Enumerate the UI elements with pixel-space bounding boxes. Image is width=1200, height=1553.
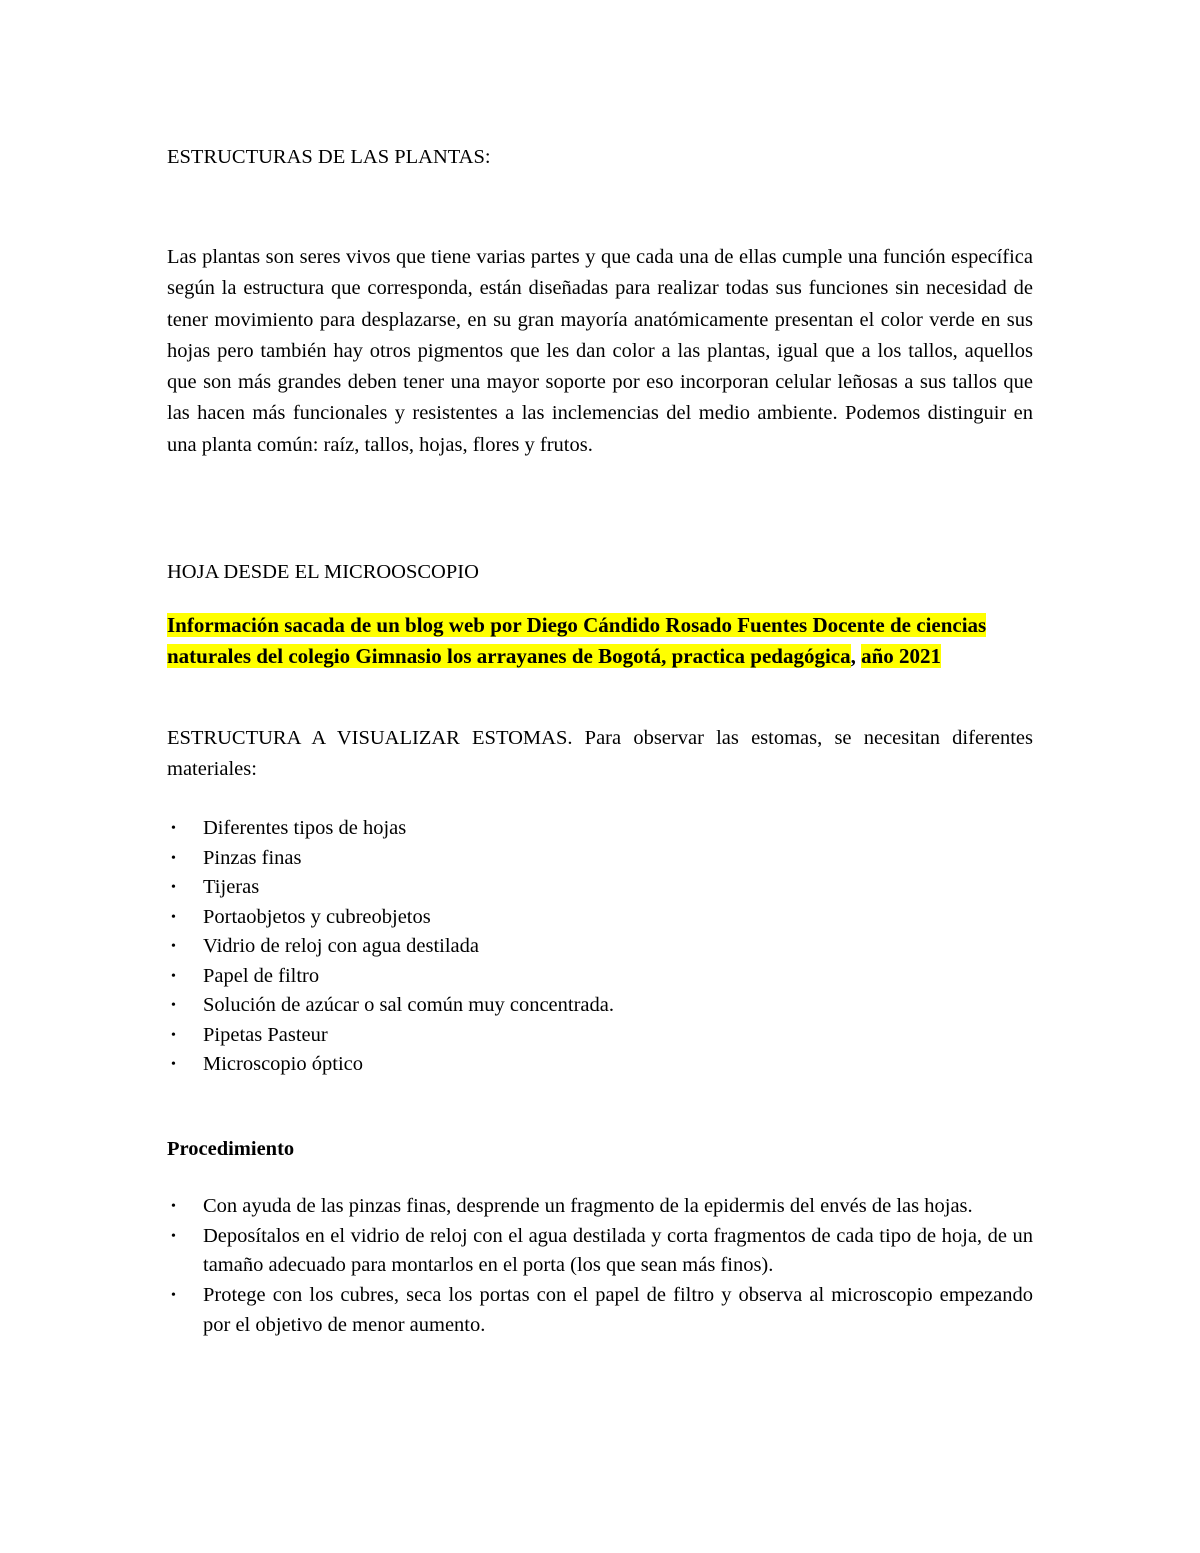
list-item (167, 903, 1033, 933)
list-item (167, 844, 1033, 874)
list-item (167, 1192, 1033, 1222)
procedure-heading: Procedimiento (167, 1138, 295, 1160)
list-item (167, 814, 1033, 844)
materials-list (167, 814, 1033, 1080)
list-item (167, 991, 1033, 1021)
source-note (167, 610, 1033, 672)
bullet-icon: • (171, 939, 176, 954)
section-subtitle: HOJA DESDE EL MICROOSCOPIO (167, 561, 479, 583)
source-note-comma: , (850, 644, 856, 668)
bullet-icon: • (171, 1228, 176, 1244)
material-item-text: Papel de filtro (203, 964, 320, 987)
structure-lead: ESTRUCTURA A VISUALIZAR ESTOMAS. (167, 727, 573, 749)
material-item-text: Tijeras (203, 876, 260, 898)
material-item-text: Microscopio óptico (203, 1053, 363, 1075)
bullet-icon: • (171, 998, 176, 1013)
bullet-icon: • (171, 1057, 176, 1072)
procedure-step-text: Deposítalos en el vidrio de reloj con el agua destilada y corta fragmentos de cada tipo de hoja, de un tamaño adecuado para montarlos en el porta (los que sean más finos). (203, 1224, 1033, 1277)
list-item (167, 1050, 1033, 1080)
bullet-icon: • (171, 968, 176, 984)
material-item-text: Pipetas Pasteur (203, 1023, 328, 1046)
material-item-text: Portaobjetos y cubreobjetos (203, 905, 431, 928)
bullet-icon: • (171, 1199, 176, 1214)
material-item-text: Pinzas finas (203, 846, 302, 869)
bullet-icon: • (171, 850, 176, 866)
material-item-text: Solución de azúcar o sal común muy concentrada. (203, 994, 614, 1016)
bullet-icon: • (171, 1027, 176, 1043)
document-title: ESTRUCTURAS DE LAS PLANTAS: (167, 146, 491, 168)
structure-paragraph (167, 723, 1033, 785)
source-note-year: año 2021 (861, 644, 942, 668)
list-item (167, 1222, 1033, 1281)
list-item (167, 932, 1033, 962)
list-item (167, 962, 1033, 992)
structure-rest: Para observar las estomas, se necesitan diferentes materiales: (167, 727, 1034, 780)
bullet-icon: • (171, 1288, 176, 1304)
list-item (167, 1021, 1033, 1051)
list-item (167, 1281, 1033, 1340)
intro-paragraph: Las plantas son seres vivos que tiene varias partes y que cada una de ellas cumple una función específica según la estructura que corresponda, están diseñadas para realizar todas sus funciones sin necesidad de tener movimiento para desplazarse, en su gran mayoría anatómicamente presentan el color verde en sus hojas pero también hay otros pigmentos que les dan color a las plantas, igual que a los tallos, aquellos que son más grandes deben tener una mayor soporte por eso incorporan celular leñosas a sus tallos que las hacen más funcionales y resistentes a las inclemencias del medio ambiente. Podemos distinguir en una planta común: raíz, tallos, hojas, flores y frutos. (167, 246, 1033, 456)
procedure-list (167, 1192, 1033, 1341)
bullet-icon: • (171, 880, 176, 895)
list-item (167, 873, 1033, 903)
procedure-step-text: Con ayuda de las pinzas finas, desprende un fragmento de la epidermis del envés de las hojas. (203, 1195, 973, 1217)
procedure-step-text: Protege con los cubres, seca los portas con el papel de filtro y observa al microscopio empezando por el objetivo de menor aumento. (203, 1284, 1033, 1336)
source-note-text: Información sacada de un blog web por Diego Cándido Rosado Fuentes Docente de ciencias naturales del colegio Gimnasio los arrayanes de Bogotá, practica pedagógica (167, 613, 987, 668)
material-item-text: Diferentes tipos de hojas (203, 817, 407, 839)
bullet-icon: • (171, 821, 176, 836)
bullet-icon: • (171, 909, 176, 925)
material-item-text: Vidrio de reloj con agua destilada (203, 935, 479, 957)
